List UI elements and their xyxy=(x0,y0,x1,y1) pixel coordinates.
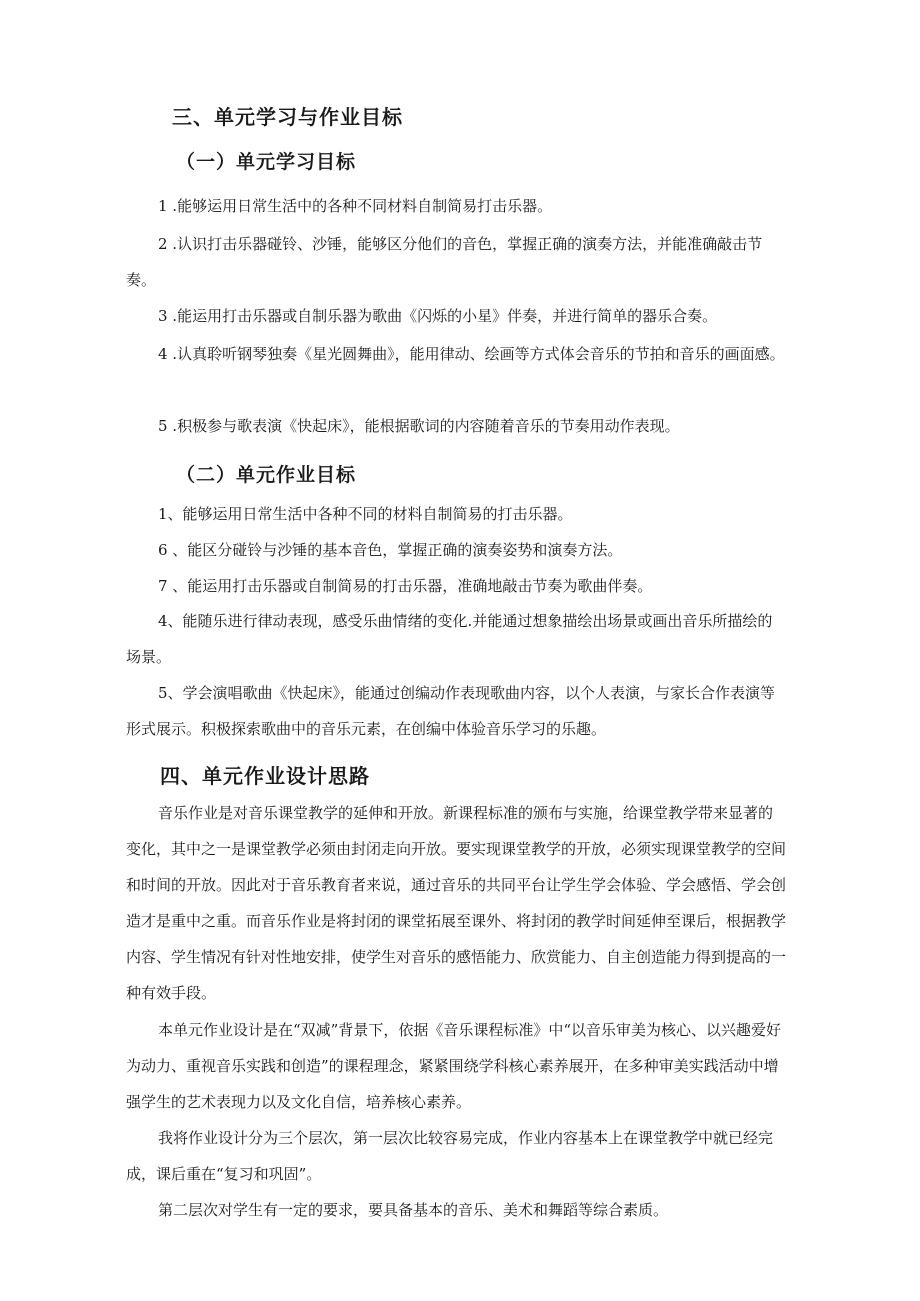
learning-goal-item: 5 .积极参与歌表演《快起床》，能根据歌词的内容随着音乐的节奏用动作表现。 xyxy=(158,417,680,435)
design-paragraph: 音乐作业是对音乐课堂教学的延伸和开放。新课程标准的颁布与实施，给课堂教学带来显著的变化，其中之一是课堂教学必须由封闭走向开放。要实现课堂教学的开放，必须实现课堂教学的空间和时间的开放。因此对于音乐教育者来说，通过音乐的共同平台让学生学会体验、学会感悟、学会创造才是重中之重。而音乐作业是将封闭的课堂拓展至课外、将封闭的教学时间延伸至课后，根据教学内容、学生情况有针对性地安排，使学生对音乐的感悟能力、欣赏能力、自主创造能力得到提高的一种有效手段。 xyxy=(126,804,787,1002)
section-4-title: 四、单元作业设计思路 xyxy=(160,764,370,788)
learning-goal-item: 1 .能够运用日常生活中的各种不同材料自制简易打击乐器。 xyxy=(158,197,553,215)
learning-goal-item: 2 .认识打击乐器碰铃、沙锤，能够区分他们的音色，掌握正确的演奏方法，并能准确敲击节奏。 xyxy=(126,235,763,289)
design-paragraph: 本单元作业设计是在“双减”背景下，依据《音乐课程标准》中“以音乐审美为核心、以兴趣爱好为动力、重视音乐实践和创造”的课程理念，紧紧围绕学科核心素养展开，在多种审美实践活动中增强学生的艺术表现力以及文化自信，培养核心素养。 xyxy=(126,1021,782,1111)
homework-goal-item: 7 、能运用打击乐器或自制简易的打击乐器，准确地敲击节奏为歌曲伴奏。 xyxy=(158,577,653,595)
homework-goal-item: 5、学会演唱歌曲《快起床》，能通过创编动作表现歌曲内容，以个人表演，与家长合作表演等形式展示。积极探索歌曲中的音乐元素，在创编中体验音乐学习的乐趣。 xyxy=(126,684,776,738)
homework-goal-item: 6 、能区分碰铃与沙锤的基本音色，掌握正确的演奏姿势和演奏方法。 xyxy=(158,541,623,559)
design-paragraph: 第二层次对学生有一定的要求，要具备基本的音乐、美术和舞蹈等综合素质。 xyxy=(158,1201,669,1219)
learning-goal-item: 3 .能运用打击乐器或自制乐器为歌曲《闪烁的小星》伴奏，并进行简单的器乐合奏。 xyxy=(158,307,718,325)
learning-goal-item: 4 .认真聆听钢琴独奏《星光圆舞曲》，能用律动、绘画等方式体会音乐的节拍和音乐的画面感。 xyxy=(158,345,785,363)
section-3-title: 三、单元学习与作业目标 xyxy=(172,105,403,129)
learning-goals-title: （一）单元学习目标 xyxy=(176,151,357,173)
homework-goal-item: 4、能随乐进行律动表现，感受乐曲情绪的变化.并能通过想象描绘出场景或画出音乐所描绘的场景。 xyxy=(126,612,773,666)
homework-goals-title: （二）单元作业目标 xyxy=(176,464,357,486)
design-paragraph: 我将作业设计分为三个层次，第一层次比较容易完成，作业内容基本上在课堂教学中就已经完成，课后重在“复习和巩固”。 xyxy=(126,1129,774,1183)
homework-goal-item: 1、能够运用日常生活中各种不同的材料自制简易的打击乐器。 xyxy=(158,505,573,523)
